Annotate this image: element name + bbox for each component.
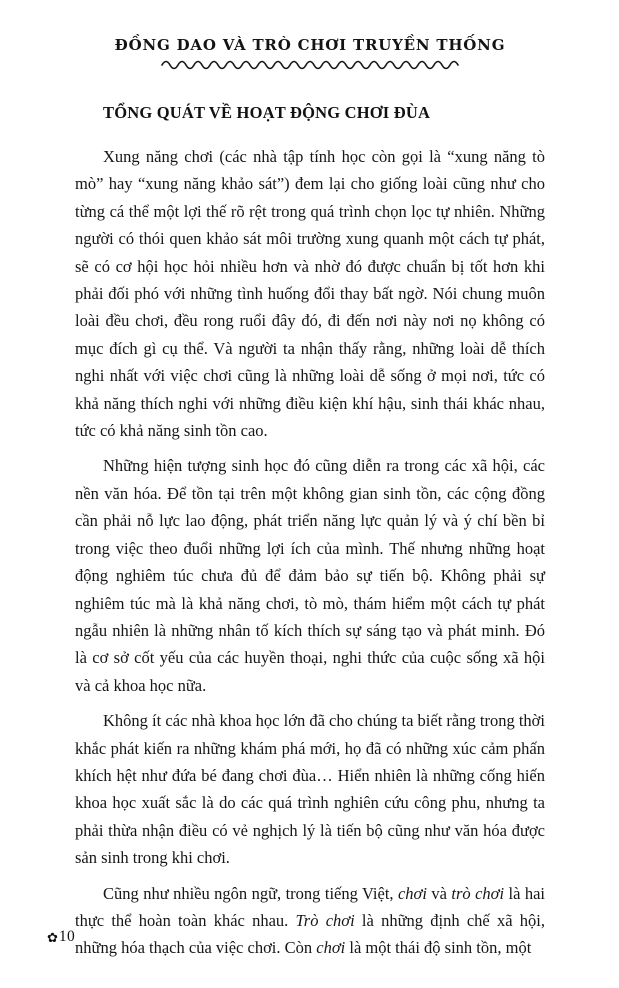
text-run: Xung năng chơi (các nhà tập tính học còn gọi là “xung năng tò mò” hay “xung năng khảo sát”) đem lại cho giống loài cũng như cho từng cá thể một lợi thế rõ rệt trong quá trình chọn lọc tự nhiên. Những người có thói quen khảo sát môi trường xung quanh một cách tự phát, sẽ có cơ hội học hỏi nhiều hơn và nhờ đó được chuẩn bị tốt hơn khi phải đối phó với những tình huống đổi thay bất ngờ. Nói chung muôn loài đều chơi, đều rong ruổi đây đó, đi đến nơi này nơi nọ không có mục đích gì cụ thể. Và người ta nhận thấy rằng, những loài dễ thích nghi nhất với việc chơi cũng là những loài dễ sống ở mọi nơi, tức có khả năng thích nghi với những điều kiện khí hậu, sinh thái khác nhau, tức có khả năng sinh tồn cao. — [75, 147, 545, 441]
page-footer — [47, 928, 75, 946]
text-run: là một thái độ sinh tồn, một — [345, 938, 532, 958]
text-run: và — [426, 883, 452, 903]
paragraph — [75, 143, 545, 444]
text-run: Cũng như nhiều ngôn ngữ, trong tiếng Việt, — [103, 883, 398, 903]
italic-text-run: Trò chơi — [295, 910, 355, 930]
book-title: ĐỒNG DAO VÀ TRÒ CHƠI TRUYỀN THỐNG — [114, 36, 506, 54]
page-number: 10 — [58, 928, 76, 945]
paragraph — [75, 707, 545, 871]
ornament-container — [75, 59, 545, 71]
text-run: Những hiện tượng sinh học đó cũng diễn ra trong các xã hội, các nền văn hóa. Để tồn tại trên một không gian sinh tồn, các cộng đồng cần phải nỗ lực lao động, phát triển năng lực quản lý và ý chí bền bỉ trong việc theo đuổi những lợi ích của mình. Thế nhưng những hoạt động nghiêm túc chưa đủ để đảm bảo sự tiến bộ. Không phải sự nghiêm túc mà là khả năng chơi, tò mò, thám hiểm một cách tự phát ngẫu nhiên là những nhân tố kích thích sự sáng tạo và phát minh. Đó là cơ sở cốt yếu của các huyền thoại, nghi thức của cuộc sống xã hội và cả khoa học nữa. — [75, 456, 545, 695]
paragraph — [75, 880, 545, 962]
section-heading: TỔNG QUÁT VỀ HOẠT ĐỘNG CHƠI ĐÙA — [103, 103, 431, 122]
italic-text-run: chơi — [316, 938, 346, 958]
page-body — [75, 103, 545, 962]
text-run: là hai thực thể hoàn toàn khác nhau. — [75, 883, 545, 930]
paragraphs-container — [75, 143, 545, 962]
flower-icon: ✿ — [47, 929, 58, 945]
text-run: Không ít các nhà khoa học lớn đã cho chúng ta biết rằng trong thời khắc phát kiến ra những khám phá mới, họ đã có những xúc cảm phấn khích hệt như đứa bé đang chơi đùa… Hiển nhiên là những cống hiến khoa học xuất sắc là do các quá trình nghiên cứu công phu, nhưng ta phải thừa nhận điều có vẻ nghịch lý là tiến bộ cũng như văn hóa được sản sinh trong khi chơi. — [75, 711, 545, 868]
wavy-line-ornament-icon — [160, 59, 460, 71]
italic-text-run: trò chơi — [451, 883, 505, 903]
paragraph — [75, 452, 545, 699]
text-run: là những định chế xã hội, những hóa thạch của việc chơi. Còn — [75, 910, 545, 958]
italic-text-run: chơi — [397, 883, 427, 903]
running-header — [75, 36, 545, 71]
